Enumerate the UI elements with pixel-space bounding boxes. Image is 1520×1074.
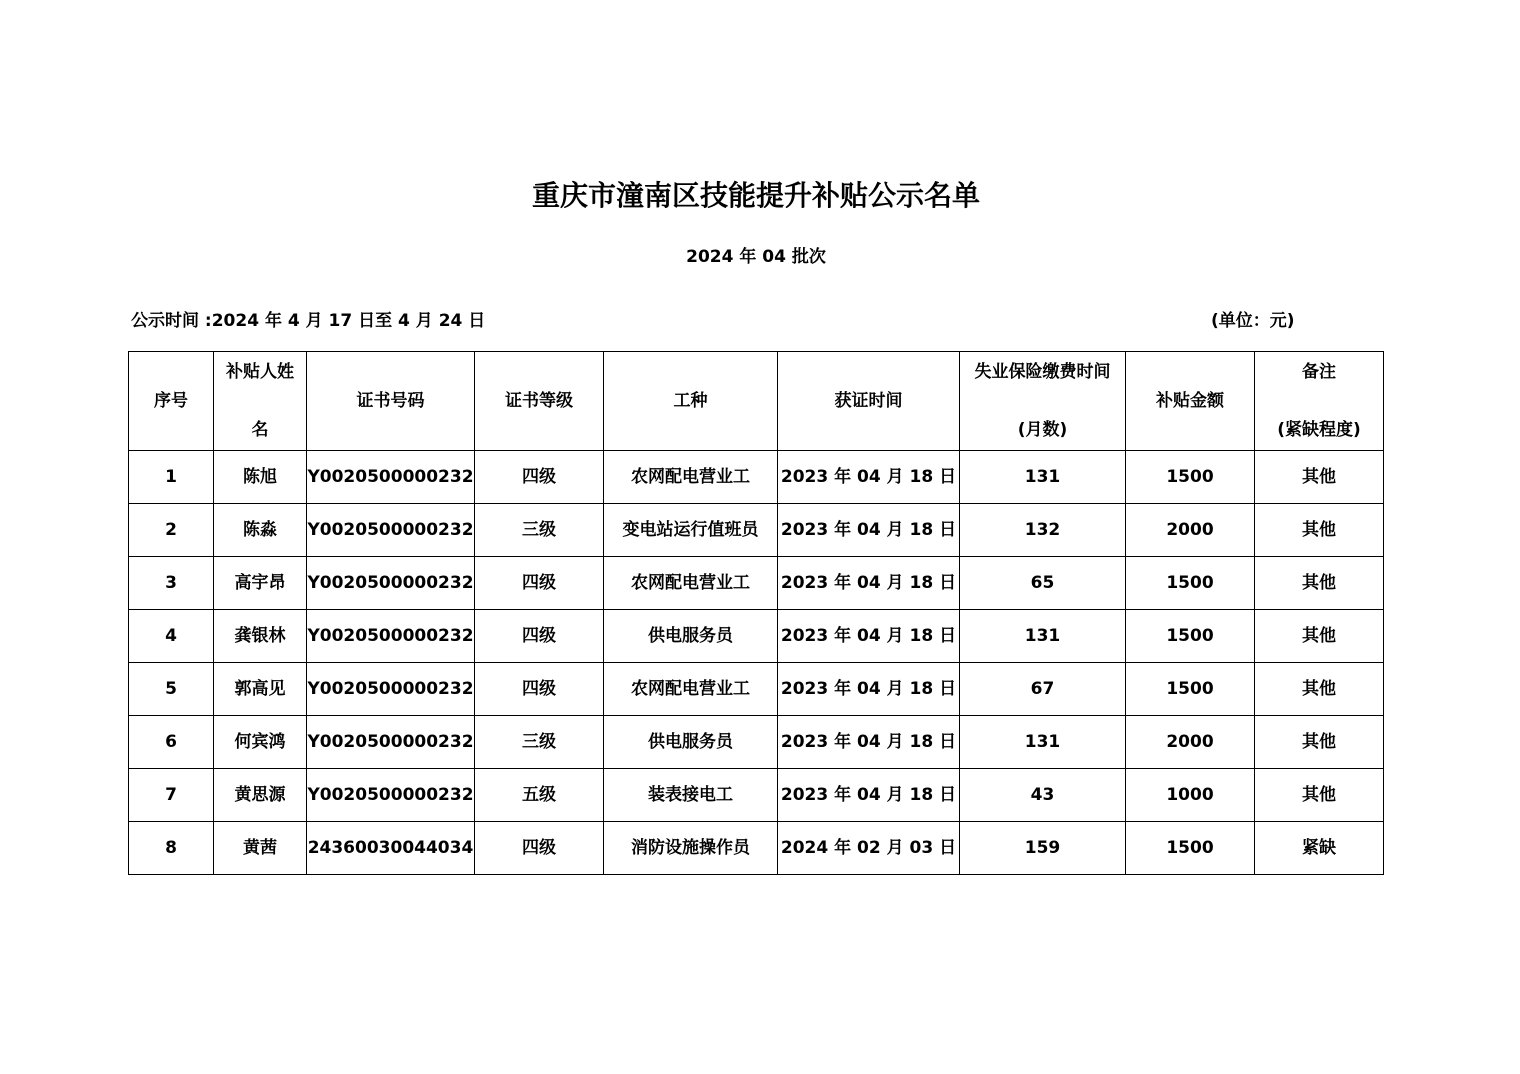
cell-name: 黄思源 [214, 769, 307, 822]
table-row [129, 716, 1384, 769]
cell-name: 陈淼 [214, 504, 307, 557]
cell-remark: 其他 [1255, 769, 1384, 822]
cell-level: 三级 [475, 716, 604, 769]
table-row [129, 451, 1384, 504]
cell-remark: 其他 [1255, 663, 1384, 716]
cell-name: 黄茜 [214, 822, 307, 875]
cell-seq: 1 [129, 451, 214, 504]
cell-level: 四级 [475, 610, 604, 663]
cell-name: 龚银林 [214, 610, 307, 663]
table-row [129, 822, 1384, 875]
cell-name: 何宾鸿 [214, 716, 307, 769]
cell-remark: 其他 [1255, 557, 1384, 610]
cell-job: 农网配电营业工 [604, 451, 778, 504]
header-remark [1255, 352, 1384, 451]
cell-amount: 1500 [1126, 663, 1255, 716]
cell-seq: 6 [129, 716, 214, 769]
cell-name: 高宇昂 [214, 557, 307, 610]
header-job-type: 工种 [604, 352, 778, 451]
cell-cert-no: 24360030044034 [307, 822, 475, 875]
cell-months: 65 [960, 557, 1126, 610]
cell-job: 供电服务员 [604, 716, 778, 769]
header-seq: 序号 [129, 352, 214, 451]
cell-remark: 其他 [1255, 504, 1384, 557]
cell-seq: 7 [129, 769, 214, 822]
cell-job: 农网配电营业工 [604, 557, 778, 610]
cell-date: 2023 年 04 月 18 日 [778, 716, 960, 769]
table-row [129, 663, 1384, 716]
cell-seq: 8 [129, 822, 214, 875]
cell-cert-no: Y0020500000232 [307, 557, 475, 610]
table-row [129, 557, 1384, 610]
cell-seq: 3 [129, 557, 214, 610]
cell-level: 四级 [475, 663, 604, 716]
header-insurance-line2: (月数) [1017, 420, 1068, 440]
publicity-period: 公示时间 :2024 年 4 月 17 日至 4 月 24 日 [131, 311, 486, 331]
cell-months: 131 [960, 610, 1126, 663]
cell-name: 郭高见 [214, 663, 307, 716]
header-cert-date: 获证时间 [778, 352, 960, 451]
cell-name: 陈旭 [214, 451, 307, 504]
cell-date: 2023 年 04 月 18 日 [778, 557, 960, 610]
batch-label: 2024 年 04 批次 [686, 247, 826, 267]
cell-remark: 其他 [1255, 451, 1384, 504]
cell-date: 2023 年 04 月 18 日 [778, 769, 960, 822]
cell-level: 四级 [475, 822, 604, 875]
cell-months: 131 [960, 451, 1126, 504]
cell-remark: 紧缺 [1255, 822, 1384, 875]
cell-remark: 其他 [1255, 716, 1384, 769]
cell-job: 农网配电营业工 [604, 663, 778, 716]
cell-cert-no: Y0020500000232 [307, 769, 475, 822]
cell-amount: 1500 [1126, 557, 1255, 610]
header-cert-no: 证书号码 [307, 352, 475, 451]
cell-date: 2023 年 04 月 18 日 [778, 663, 960, 716]
header-cert-level: 证书等级 [475, 352, 604, 451]
document-title: 重庆市潼南区技能提升补贴公示名单 [531, 179, 980, 212]
header-insurance-line1: 失业保险缴费时间 [974, 362, 1111, 382]
cell-job: 消防设施操作员 [604, 822, 778, 875]
cell-amount: 1500 [1126, 610, 1255, 663]
table-row [129, 769, 1384, 822]
table-row [129, 504, 1384, 557]
cell-remark: 其他 [1255, 610, 1384, 663]
table-row [129, 610, 1384, 663]
cell-seq: 2 [129, 504, 214, 557]
cell-date: 2023 年 04 月 18 日 [778, 504, 960, 557]
cell-date: 2023 年 04 月 18 日 [778, 451, 960, 504]
cell-amount: 2000 [1126, 504, 1255, 557]
cell-months: 159 [960, 822, 1126, 875]
cell-amount: 1500 [1126, 822, 1255, 875]
unit-label: (单位：元) [1211, 311, 1295, 331]
cell-date: 2023 年 04 月 18 日 [778, 610, 960, 663]
cell-months: 131 [960, 716, 1126, 769]
cell-months: 132 [960, 504, 1126, 557]
cell-months: 43 [960, 769, 1126, 822]
cell-cert-no: Y0020500000232 [307, 663, 475, 716]
cell-amount: 1500 [1126, 451, 1255, 504]
header-amount: 补贴金额 [1126, 352, 1255, 451]
cell-date: 2024 年 02 月 03 日 [778, 822, 960, 875]
header-insurance [960, 352, 1126, 451]
cell-job: 装表接电工 [604, 769, 778, 822]
header-remark-line1: 备注 [1302, 362, 1336, 382]
cell-cert-no: Y0020500000232 [307, 504, 475, 557]
header-remark-line2: (紧缺程度) [1277, 420, 1361, 440]
cell-seq: 5 [129, 663, 214, 716]
cell-cert-no: Y0020500000232 [307, 716, 475, 769]
header-name-line1: 补贴人姓 [226, 362, 294, 382]
cell-amount: 2000 [1126, 716, 1255, 769]
header-name [214, 352, 307, 451]
cell-level: 五级 [475, 769, 604, 822]
cell-cert-no: Y0020500000232 [307, 610, 475, 663]
cell-job: 变电站运行值班员 [604, 504, 778, 557]
cell-level: 三级 [475, 504, 604, 557]
cell-level: 四级 [475, 557, 604, 610]
cell-amount: 1000 [1126, 769, 1255, 822]
cell-level: 四级 [475, 451, 604, 504]
cell-job: 供电服务员 [604, 610, 778, 663]
subsidy-table [128, 351, 1384, 875]
cell-months: 67 [960, 663, 1126, 716]
cell-cert-no: Y0020500000232 [307, 451, 475, 504]
table-header-row [129, 352, 1384, 451]
header-name-line2: 名 [251, 420, 269, 440]
cell-seq: 4 [129, 610, 214, 663]
